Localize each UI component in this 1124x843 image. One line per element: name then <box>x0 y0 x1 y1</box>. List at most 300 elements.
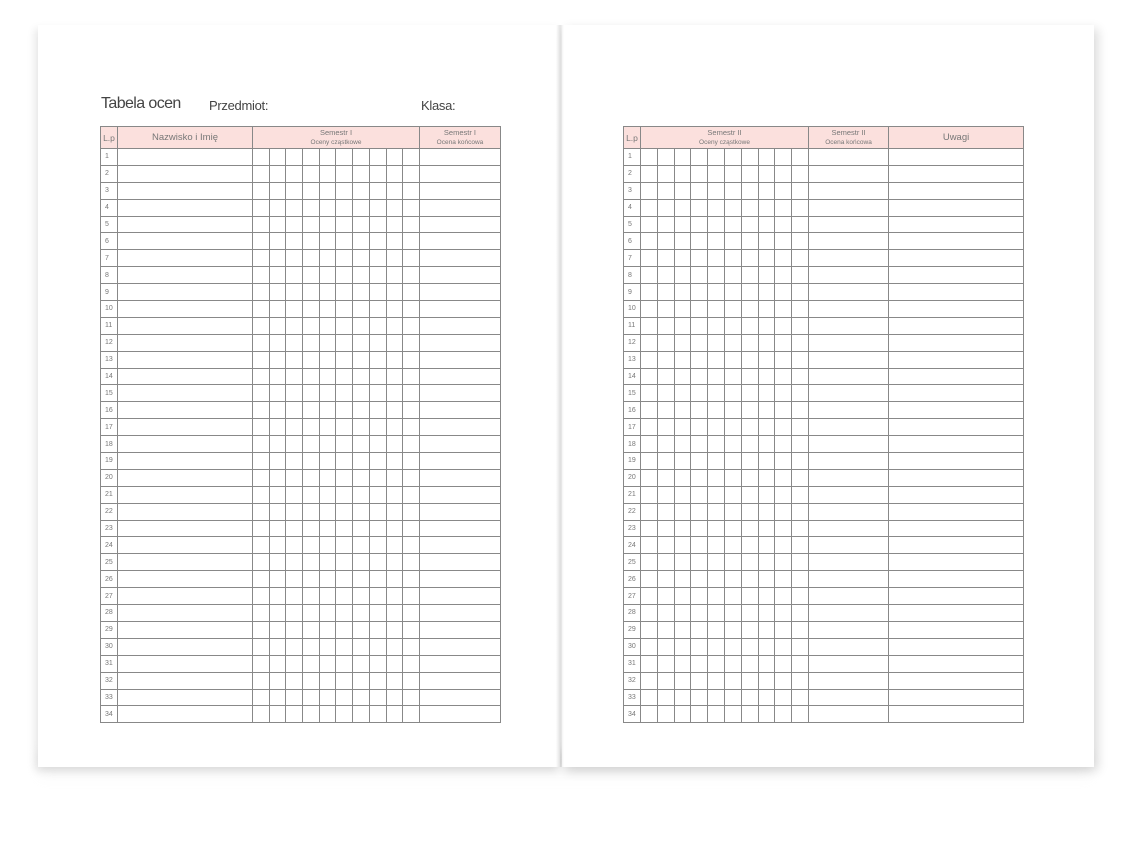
grade-cell[interactable] <box>641 520 658 537</box>
grade-cell[interactable] <box>758 706 775 723</box>
grade-cell[interactable] <box>303 621 320 638</box>
grade-cell[interactable] <box>336 250 353 267</box>
grade-cell[interactable] <box>403 706 420 723</box>
grade-cell[interactable] <box>319 216 336 233</box>
grade-cell[interactable] <box>724 469 741 486</box>
grade-cell[interactable] <box>674 351 691 368</box>
grade-cell[interactable] <box>641 453 658 470</box>
grade-cell[interactable] <box>286 250 303 267</box>
grade-cell[interactable] <box>269 165 286 182</box>
grade-cell[interactable] <box>319 520 336 537</box>
grade-cell[interactable] <box>303 537 320 554</box>
grade-cell[interactable] <box>303 486 320 503</box>
grade-cell[interactable] <box>792 503 809 520</box>
grade-cell[interactable] <box>286 554 303 571</box>
grade-cell[interactable] <box>708 351 725 368</box>
grade-cell[interactable] <box>419 301 500 318</box>
grade-cell[interactable] <box>353 638 370 655</box>
grade-cell[interactable] <box>319 655 336 672</box>
grade-cell[interactable] <box>286 605 303 622</box>
grade-cell[interactable] <box>419 588 500 605</box>
grade-cell[interactable] <box>386 216 403 233</box>
grade-cell[interactable] <box>419 453 500 470</box>
grade-cell[interactable] <box>792 233 809 250</box>
grade-cell[interactable] <box>724 706 741 723</box>
grade-cell[interactable] <box>889 301 1024 318</box>
grade-cell[interactable] <box>118 334 253 351</box>
grade-cell[interactable] <box>674 182 691 199</box>
grade-cell[interactable] <box>353 537 370 554</box>
grade-cell[interactable] <box>269 250 286 267</box>
grade-cell[interactable] <box>809 250 889 267</box>
grade-cell[interactable] <box>657 284 674 301</box>
grade-cell[interactable] <box>386 385 403 402</box>
grade-cell[interactable] <box>253 554 270 571</box>
grade-cell[interactable] <box>741 537 758 554</box>
grade-cell[interactable] <box>286 216 303 233</box>
grade-cell[interactable] <box>809 402 889 419</box>
grade-cell[interactable] <box>775 334 792 351</box>
grade-cell[interactable] <box>758 149 775 166</box>
grade-cell[interactable] <box>674 706 691 723</box>
grade-cell[interactable] <box>269 334 286 351</box>
grade-cell[interactable] <box>792 520 809 537</box>
grade-cell[interactable] <box>775 165 792 182</box>
grade-cell[interactable] <box>889 317 1024 334</box>
grade-cell[interactable] <box>118 638 253 655</box>
grade-cell[interactable] <box>303 706 320 723</box>
grade-cell[interactable] <box>741 385 758 402</box>
grade-cell[interactable] <box>419 605 500 622</box>
grade-cell[interactable] <box>708 655 725 672</box>
grade-cell[interactable] <box>403 149 420 166</box>
grade-cell[interactable] <box>403 655 420 672</box>
grade-cell[interactable] <box>724 317 741 334</box>
grade-cell[interactable] <box>336 537 353 554</box>
grade-cell[interactable] <box>708 419 725 436</box>
grade-cell[interactable] <box>641 638 658 655</box>
grade-cell[interactable] <box>741 216 758 233</box>
grade-cell[interactable] <box>775 453 792 470</box>
grade-cell[interactable] <box>286 419 303 436</box>
grade-cell[interactable] <box>724 520 741 537</box>
grade-cell[interactable] <box>319 385 336 402</box>
grade-cell[interactable] <box>741 621 758 638</box>
grade-cell[interactable] <box>657 334 674 351</box>
grade-cell[interactable] <box>386 469 403 486</box>
grade-cell[interactable] <box>253 689 270 706</box>
grade-cell[interactable] <box>419 368 500 385</box>
grade-cell[interactable] <box>319 554 336 571</box>
grade-cell[interactable] <box>269 520 286 537</box>
grade-cell[interactable] <box>336 469 353 486</box>
grade-cell[interactable] <box>303 250 320 267</box>
grade-cell[interactable] <box>118 284 253 301</box>
grade-cell[interactable] <box>724 621 741 638</box>
grade-cell[interactable] <box>691 605 708 622</box>
grade-cell[interactable] <box>336 453 353 470</box>
grade-cell[interactable] <box>889 351 1024 368</box>
grade-cell[interactable] <box>253 588 270 605</box>
grade-cell[interactable] <box>674 453 691 470</box>
grade-cell[interactable] <box>809 605 889 622</box>
grade-cell[interactable] <box>253 334 270 351</box>
grade-cell[interactable] <box>353 199 370 216</box>
grade-cell[interactable] <box>286 689 303 706</box>
grade-cell[interactable] <box>269 233 286 250</box>
grade-cell[interactable] <box>286 469 303 486</box>
grade-cell[interactable] <box>741 672 758 689</box>
grade-cell[interactable] <box>336 554 353 571</box>
grade-cell[interactable] <box>657 199 674 216</box>
grade-cell[interactable] <box>369 436 386 453</box>
grade-cell[interactable] <box>775 317 792 334</box>
grade-cell[interactable] <box>286 385 303 402</box>
grade-cell[interactable] <box>775 503 792 520</box>
grade-cell[interactable] <box>303 199 320 216</box>
grade-cell[interactable] <box>253 453 270 470</box>
grade-cell[interactable] <box>369 233 386 250</box>
grade-cell[interactable] <box>336 436 353 453</box>
grade-cell[interactable] <box>386 149 403 166</box>
grade-cell[interactable] <box>403 317 420 334</box>
grade-cell[interactable] <box>775 655 792 672</box>
grade-cell[interactable] <box>691 621 708 638</box>
grade-cell[interactable] <box>775 267 792 284</box>
grade-cell[interactable] <box>708 267 725 284</box>
grade-cell[interactable] <box>269 453 286 470</box>
grade-cell[interactable] <box>657 267 674 284</box>
grade-cell[interactable] <box>353 267 370 284</box>
grade-cell[interactable] <box>674 469 691 486</box>
grade-cell[interactable] <box>657 469 674 486</box>
grade-cell[interactable] <box>889 638 1024 655</box>
grade-cell[interactable] <box>691 419 708 436</box>
grade-cell[interactable] <box>369 149 386 166</box>
grade-cell[interactable] <box>286 351 303 368</box>
grade-cell[interactable] <box>809 469 889 486</box>
grade-cell[interactable] <box>386 267 403 284</box>
grade-cell[interactable] <box>419 182 500 199</box>
grade-cell[interactable] <box>889 165 1024 182</box>
grade-cell[interactable] <box>403 453 420 470</box>
grade-cell[interactable] <box>419 402 500 419</box>
grade-cell[interactable] <box>691 520 708 537</box>
grade-cell[interactable] <box>889 419 1024 436</box>
grade-cell[interactable] <box>741 638 758 655</box>
grade-cell[interactable] <box>403 520 420 537</box>
grade-cell[interactable] <box>889 250 1024 267</box>
grade-cell[interactable] <box>303 453 320 470</box>
grade-cell[interactable] <box>708 469 725 486</box>
grade-cell[interactable] <box>809 554 889 571</box>
grade-cell[interactable] <box>118 554 253 571</box>
grade-cell[interactable] <box>708 453 725 470</box>
grade-cell[interactable] <box>674 621 691 638</box>
grade-cell[interactable] <box>269 605 286 622</box>
grade-cell[interactable] <box>741 199 758 216</box>
grade-cell[interactable] <box>758 351 775 368</box>
grade-cell[interactable] <box>889 334 1024 351</box>
grade-cell[interactable] <box>319 605 336 622</box>
grade-cell[interactable] <box>253 351 270 368</box>
grade-cell[interactable] <box>657 689 674 706</box>
grade-cell[interactable] <box>353 301 370 318</box>
grade-cell[interactable] <box>303 351 320 368</box>
grade-cell[interactable] <box>303 284 320 301</box>
grade-cell[interactable] <box>741 250 758 267</box>
grade-cell[interactable] <box>691 571 708 588</box>
grade-cell[interactable] <box>269 402 286 419</box>
grade-cell[interactable] <box>118 588 253 605</box>
grade-cell[interactable] <box>118 351 253 368</box>
grade-cell[interactable] <box>386 165 403 182</box>
grade-cell[interactable] <box>657 554 674 571</box>
grade-cell[interactable] <box>641 689 658 706</box>
grade-cell[interactable] <box>303 368 320 385</box>
grade-cell[interactable] <box>269 554 286 571</box>
grade-cell[interactable] <box>336 182 353 199</box>
grade-cell[interactable] <box>403 334 420 351</box>
grade-cell[interactable] <box>319 233 336 250</box>
grade-cell[interactable] <box>118 436 253 453</box>
grade-cell[interactable] <box>118 621 253 638</box>
grade-cell[interactable] <box>775 486 792 503</box>
grade-cell[interactable] <box>889 537 1024 554</box>
grade-cell[interactable] <box>319 334 336 351</box>
grade-cell[interactable] <box>353 520 370 537</box>
grade-cell[interactable] <box>758 588 775 605</box>
grade-cell[interactable] <box>369 486 386 503</box>
grade-cell[interactable] <box>775 520 792 537</box>
grade-cell[interactable] <box>657 655 674 672</box>
grade-cell[interactable] <box>674 402 691 419</box>
grade-cell[interactable] <box>657 149 674 166</box>
grade-cell[interactable] <box>708 301 725 318</box>
grade-cell[interactable] <box>403 368 420 385</box>
grade-cell[interactable] <box>336 267 353 284</box>
grade-cell[interactable] <box>641 469 658 486</box>
grade-cell[interactable] <box>657 301 674 318</box>
grade-cell[interactable] <box>641 436 658 453</box>
grade-cell[interactable] <box>724 182 741 199</box>
grade-cell[interactable] <box>758 655 775 672</box>
grade-cell[interactable] <box>724 402 741 419</box>
grade-cell[interactable] <box>809 301 889 318</box>
grade-cell[interactable] <box>303 419 320 436</box>
grade-cell[interactable] <box>792 402 809 419</box>
grade-cell[interactable] <box>253 503 270 520</box>
grade-cell[interactable] <box>809 436 889 453</box>
grade-cell[interactable] <box>319 250 336 267</box>
grade-cell[interactable] <box>674 554 691 571</box>
grade-cell[interactable] <box>286 301 303 318</box>
grade-cell[interactable] <box>403 199 420 216</box>
grade-cell[interactable] <box>319 284 336 301</box>
grade-cell[interactable] <box>792 436 809 453</box>
grade-cell[interactable] <box>353 554 370 571</box>
grade-cell[interactable] <box>641 605 658 622</box>
grade-cell[interactable] <box>303 520 320 537</box>
grade-cell[interactable] <box>286 706 303 723</box>
grade-cell[interactable] <box>889 199 1024 216</box>
grade-cell[interactable] <box>641 537 658 554</box>
grade-cell[interactable] <box>889 486 1024 503</box>
grade-cell[interactable] <box>319 149 336 166</box>
grade-cell[interactable] <box>369 638 386 655</box>
grade-cell[interactable] <box>657 537 674 554</box>
grade-cell[interactable] <box>691 655 708 672</box>
grade-cell[interactable] <box>336 351 353 368</box>
grade-cell[interactable] <box>657 588 674 605</box>
grade-cell[interactable] <box>775 182 792 199</box>
grade-cell[interactable] <box>269 503 286 520</box>
grade-cell[interactable] <box>792 469 809 486</box>
grade-cell[interactable] <box>809 334 889 351</box>
grade-cell[interactable] <box>269 216 286 233</box>
grade-cell[interactable] <box>403 537 420 554</box>
grade-cell[interactable] <box>403 233 420 250</box>
grade-cell[interactable] <box>758 165 775 182</box>
grade-cell[interactable] <box>641 182 658 199</box>
grade-cell[interactable] <box>403 638 420 655</box>
grade-cell[interactable] <box>419 419 500 436</box>
grade-cell[interactable] <box>269 706 286 723</box>
grade-cell[interactable] <box>809 182 889 199</box>
grade-cell[interactable] <box>118 419 253 436</box>
grade-cell[interactable] <box>403 419 420 436</box>
grade-cell[interactable] <box>369 453 386 470</box>
grade-cell[interactable] <box>253 419 270 436</box>
grade-cell[interactable] <box>809 165 889 182</box>
grade-cell[interactable] <box>369 554 386 571</box>
grade-cell[interactable] <box>253 402 270 419</box>
grade-cell[interactable] <box>286 267 303 284</box>
grade-cell[interactable] <box>286 537 303 554</box>
grade-cell[interactable] <box>336 317 353 334</box>
grade-cell[interactable] <box>889 182 1024 199</box>
grade-cell[interactable] <box>336 334 353 351</box>
grade-cell[interactable] <box>775 706 792 723</box>
grade-cell[interactable] <box>758 621 775 638</box>
grade-cell[interactable] <box>419 689 500 706</box>
grade-cell[interactable] <box>674 165 691 182</box>
grade-cell[interactable] <box>419 385 500 402</box>
grade-cell[interactable] <box>386 554 403 571</box>
grade-cell[interactable] <box>353 453 370 470</box>
grade-cell[interactable] <box>641 385 658 402</box>
grade-cell[interactable] <box>657 250 674 267</box>
grade-cell[interactable] <box>369 537 386 554</box>
grade-cell[interactable] <box>724 233 741 250</box>
grade-cell[interactable] <box>792 368 809 385</box>
grade-cell[interactable] <box>809 520 889 537</box>
grade-cell[interactable] <box>386 317 403 334</box>
grade-cell[interactable] <box>741 334 758 351</box>
grade-cell[interactable] <box>403 250 420 267</box>
grade-cell[interactable] <box>319 402 336 419</box>
grade-cell[interactable] <box>724 605 741 622</box>
grade-cell[interactable] <box>353 317 370 334</box>
grade-cell[interactable] <box>403 284 420 301</box>
grade-cell[interactable] <box>674 638 691 655</box>
grade-cell[interactable] <box>303 554 320 571</box>
grade-cell[interactable] <box>369 402 386 419</box>
grade-cell[interactable] <box>386 284 403 301</box>
grade-cell[interactable] <box>403 486 420 503</box>
grade-cell[interactable] <box>118 655 253 672</box>
grade-cell[interactable] <box>691 385 708 402</box>
grade-cell[interactable] <box>809 199 889 216</box>
grade-cell[interactable] <box>775 385 792 402</box>
grade-cell[interactable] <box>353 216 370 233</box>
grade-cell[interactable] <box>369 216 386 233</box>
grade-cell[interactable] <box>369 165 386 182</box>
grade-cell[interactable] <box>741 706 758 723</box>
grade-cell[interactable] <box>691 638 708 655</box>
grade-cell[interactable] <box>691 216 708 233</box>
grade-cell[interactable] <box>403 351 420 368</box>
grade-cell[interactable] <box>691 301 708 318</box>
grade-cell[interactable] <box>419 503 500 520</box>
grade-cell[interactable] <box>889 621 1024 638</box>
grade-cell[interactable] <box>775 351 792 368</box>
grade-cell[interactable] <box>792 149 809 166</box>
grade-cell[interactable] <box>641 706 658 723</box>
grade-cell[interactable] <box>889 571 1024 588</box>
grade-cell[interactable] <box>775 554 792 571</box>
grade-cell[interactable] <box>319 706 336 723</box>
grade-cell[interactable] <box>369 368 386 385</box>
grade-cell[interactable] <box>386 689 403 706</box>
grade-cell[interactable] <box>708 317 725 334</box>
grade-cell[interactable] <box>674 588 691 605</box>
grade-cell[interactable] <box>741 503 758 520</box>
grade-cell[interactable] <box>419 638 500 655</box>
grade-cell[interactable] <box>657 520 674 537</box>
grade-cell[interactable] <box>708 672 725 689</box>
grade-cell[interactable] <box>792 537 809 554</box>
grade-cell[interactable] <box>303 334 320 351</box>
grade-cell[interactable] <box>708 689 725 706</box>
grade-cell[interactable] <box>674 317 691 334</box>
grade-cell[interactable] <box>889 469 1024 486</box>
grade-cell[interactable] <box>758 419 775 436</box>
grade-cell[interactable] <box>386 537 403 554</box>
grade-cell[interactable] <box>775 419 792 436</box>
grade-cell[interactable] <box>708 605 725 622</box>
grade-cell[interactable] <box>403 216 420 233</box>
grade-cell[interactable] <box>336 284 353 301</box>
grade-cell[interactable] <box>758 537 775 554</box>
grade-cell[interactable] <box>336 571 353 588</box>
grade-cell[interactable] <box>758 486 775 503</box>
grade-cell[interactable] <box>253 605 270 622</box>
grade-cell[interactable] <box>386 334 403 351</box>
grade-cell[interactable] <box>386 655 403 672</box>
grade-cell[interactable] <box>708 554 725 571</box>
grade-cell[interactable] <box>792 638 809 655</box>
grade-cell[interactable] <box>303 149 320 166</box>
grade-cell[interactable] <box>674 368 691 385</box>
grade-cell[interactable] <box>724 351 741 368</box>
grade-cell[interactable] <box>403 165 420 182</box>
grade-cell[interactable] <box>657 216 674 233</box>
grade-cell[interactable] <box>641 334 658 351</box>
grade-cell[interactable] <box>657 503 674 520</box>
grade-cell[interactable] <box>286 317 303 334</box>
grade-cell[interactable] <box>286 199 303 216</box>
